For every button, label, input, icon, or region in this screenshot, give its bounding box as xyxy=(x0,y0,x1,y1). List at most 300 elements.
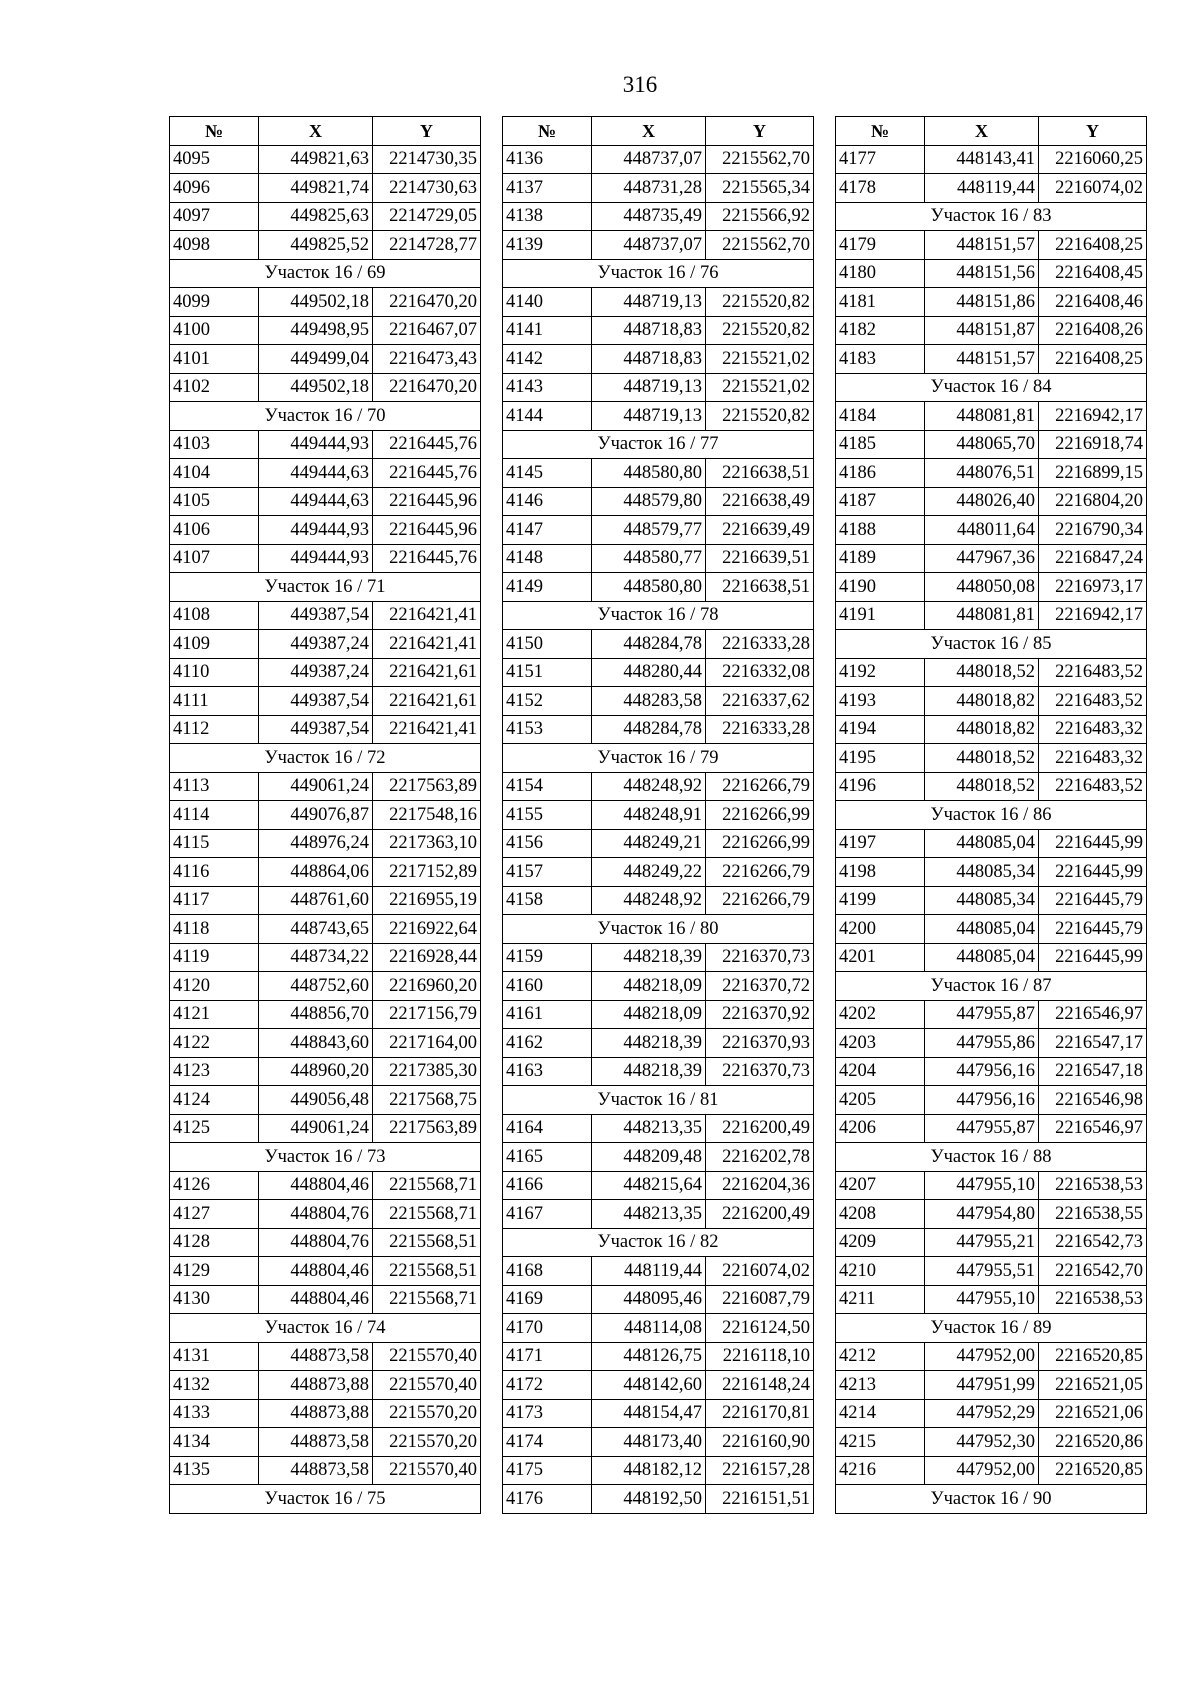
x-coordinate-cell: 448249,22 xyxy=(592,858,706,887)
table-row xyxy=(503,1342,814,1371)
table-row xyxy=(170,1456,481,1485)
x-coordinate-cell: 448284,78 xyxy=(592,715,706,744)
table-row xyxy=(836,316,1147,345)
table-row xyxy=(836,1029,1147,1058)
point-number-cell: 4113 xyxy=(170,772,259,801)
point-number-cell: 4133 xyxy=(170,1399,259,1428)
table-row xyxy=(503,943,814,972)
x-coordinate-cell: 448209,48 xyxy=(592,1143,706,1172)
point-number-cell: 4116 xyxy=(170,858,259,887)
table-row xyxy=(503,1029,814,1058)
section-title: Участок 16 / 76 xyxy=(503,259,814,288)
x-coordinate-cell: 448085,34 xyxy=(925,886,1039,915)
x-coordinate-cell: 448737,07 xyxy=(592,231,706,260)
table-row xyxy=(503,1143,814,1172)
x-coordinate-cell: 448873,58 xyxy=(259,1456,373,1485)
point-number-cell: 4098 xyxy=(170,231,259,260)
coordinate-table-1 xyxy=(169,116,481,1514)
column-header-number: № xyxy=(503,117,592,146)
x-coordinate-cell: 448213,35 xyxy=(592,1114,706,1143)
y-coordinate-cell: 2217152,89 xyxy=(373,858,481,887)
point-number-cell: 4197 xyxy=(836,829,925,858)
table-row xyxy=(170,972,481,1001)
x-coordinate-cell: 448018,82 xyxy=(925,687,1039,716)
x-coordinate-cell: 448718,83 xyxy=(592,345,706,374)
y-coordinate-cell: 2214729,05 xyxy=(373,202,481,231)
point-number-cell: 4180 xyxy=(836,259,925,288)
point-number-cell: 4213 xyxy=(836,1371,925,1400)
section-row xyxy=(170,259,481,288)
x-coordinate-cell: 448065,70 xyxy=(925,430,1039,459)
table-row xyxy=(170,288,481,317)
table-row xyxy=(503,402,814,431)
x-coordinate-cell: 448018,52 xyxy=(925,772,1039,801)
table-row xyxy=(836,858,1147,887)
point-number-cell: 4162 xyxy=(503,1029,592,1058)
table-row xyxy=(836,145,1147,174)
y-coordinate-cell: 2216520,86 xyxy=(1039,1428,1147,1457)
table-row xyxy=(503,1000,814,1029)
y-coordinate-cell: 2216074,02 xyxy=(1039,174,1147,203)
y-coordinate-cell: 2216445,99 xyxy=(1039,829,1147,858)
y-coordinate-cell: 2216266,79 xyxy=(706,858,814,887)
x-coordinate-cell: 448085,04 xyxy=(925,943,1039,972)
y-coordinate-cell: 2215568,71 xyxy=(373,1285,481,1314)
x-coordinate-cell: 448018,52 xyxy=(925,658,1039,687)
table-row xyxy=(503,145,814,174)
y-coordinate-cell: 2215568,51 xyxy=(373,1228,481,1257)
x-coordinate-cell: 449387,24 xyxy=(259,630,373,659)
section-title: Участок 16 / 81 xyxy=(503,1086,814,1115)
section-title: Участок 16 / 85 xyxy=(836,630,1147,659)
y-coordinate-cell: 2216157,28 xyxy=(706,1456,814,1485)
table-row xyxy=(170,858,481,887)
x-coordinate-cell: 449825,52 xyxy=(259,231,373,260)
point-number-cell: 4140 xyxy=(503,288,592,317)
point-number-cell: 4178 xyxy=(836,174,925,203)
y-coordinate-cell: 2216445,79 xyxy=(1039,886,1147,915)
point-number-cell: 4137 xyxy=(503,174,592,203)
x-coordinate-cell: 449056,48 xyxy=(259,1086,373,1115)
y-coordinate-cell: 2215568,51 xyxy=(373,1257,481,1286)
y-coordinate-cell: 2216960,20 xyxy=(373,972,481,1001)
x-coordinate-cell: 448804,76 xyxy=(259,1200,373,1229)
y-coordinate-cell: 2215520,82 xyxy=(706,288,814,317)
point-number-cell: 4108 xyxy=(170,601,259,630)
y-coordinate-cell: 2216467,07 xyxy=(373,316,481,345)
y-coordinate-cell: 2216483,32 xyxy=(1039,715,1147,744)
point-number-cell: 4183 xyxy=(836,345,925,374)
point-number-cell: 4121 xyxy=(170,1000,259,1029)
point-number-cell: 4159 xyxy=(503,943,592,972)
section-title: Участок 16 / 82 xyxy=(503,1228,814,1257)
point-number-cell: 4148 xyxy=(503,544,592,573)
point-number-cell: 4154 xyxy=(503,772,592,801)
x-coordinate-cell: 449444,93 xyxy=(259,430,373,459)
table-row xyxy=(503,972,814,1001)
y-coordinate-cell: 2216804,20 xyxy=(1039,487,1147,516)
y-coordinate-cell: 2216473,43 xyxy=(373,345,481,374)
x-coordinate-cell: 448804,76 xyxy=(259,1228,373,1257)
x-coordinate-cell: 448580,80 xyxy=(592,573,706,602)
x-coordinate-cell: 448182,12 xyxy=(592,1456,706,1485)
y-coordinate-cell: 2216445,76 xyxy=(373,544,481,573)
column-header-x: X xyxy=(259,117,373,146)
table-row xyxy=(503,1399,814,1428)
table-row xyxy=(170,1057,481,1086)
x-coordinate-cell: 448719,13 xyxy=(592,402,706,431)
y-coordinate-cell: 2217568,75 xyxy=(373,1086,481,1115)
section-row xyxy=(170,1314,481,1343)
section-title: Участок 16 / 72 xyxy=(170,744,481,773)
point-number-cell: 4115 xyxy=(170,829,259,858)
table-row xyxy=(836,601,1147,630)
point-number-cell: 4099 xyxy=(170,288,259,317)
y-coordinate-cell: 2216445,99 xyxy=(1039,943,1147,972)
y-coordinate-cell: 2216118,10 xyxy=(706,1342,814,1371)
x-coordinate-cell: 448026,40 xyxy=(925,487,1039,516)
point-number-cell: 4177 xyxy=(836,145,925,174)
section-title: Участок 16 / 86 xyxy=(836,801,1147,830)
section-title: Участок 16 / 73 xyxy=(170,1143,481,1172)
y-coordinate-cell: 2216638,51 xyxy=(706,459,814,488)
point-number-cell: 4119 xyxy=(170,943,259,972)
y-coordinate-cell: 2215570,20 xyxy=(373,1399,481,1428)
point-number-cell: 4160 xyxy=(503,972,592,1001)
y-coordinate-cell: 2216421,41 xyxy=(373,715,481,744)
point-number-cell: 4097 xyxy=(170,202,259,231)
point-number-cell: 4212 xyxy=(836,1342,925,1371)
x-coordinate-cell: 448248,91 xyxy=(592,801,706,830)
y-coordinate-cell: 2216942,17 xyxy=(1039,402,1147,431)
x-coordinate-cell: 448018,52 xyxy=(925,744,1039,773)
table-row xyxy=(170,1371,481,1400)
x-coordinate-cell: 448719,13 xyxy=(592,373,706,402)
table-row xyxy=(503,1428,814,1457)
table-row xyxy=(170,772,481,801)
point-number-cell: 4146 xyxy=(503,487,592,516)
y-coordinate-cell: 2216520,85 xyxy=(1039,1342,1147,1371)
x-coordinate-cell: 448719,13 xyxy=(592,288,706,317)
table-row xyxy=(836,1200,1147,1229)
point-number-cell: 4103 xyxy=(170,430,259,459)
x-coordinate-cell: 448752,60 xyxy=(259,972,373,1001)
table-row xyxy=(836,658,1147,687)
point-number-cell: 4155 xyxy=(503,801,592,830)
table-row xyxy=(170,487,481,516)
x-coordinate-cell: 448737,07 xyxy=(592,145,706,174)
point-number-cell: 4201 xyxy=(836,943,925,972)
section-row xyxy=(170,1143,481,1172)
y-coordinate-cell: 2215562,70 xyxy=(706,145,814,174)
table-row xyxy=(836,231,1147,260)
table-row xyxy=(503,1485,814,1514)
x-coordinate-cell: 448761,60 xyxy=(259,886,373,915)
point-number-cell: 4176 xyxy=(503,1485,592,1514)
section-row xyxy=(836,1314,1147,1343)
table-row xyxy=(836,430,1147,459)
table-row xyxy=(836,1171,1147,1200)
y-coordinate-cell: 2216483,32 xyxy=(1039,744,1147,773)
section-title: Участок 16 / 70 xyxy=(170,402,481,431)
section-title: Участок 16 / 77 xyxy=(503,430,814,459)
x-coordinate-cell: 449387,54 xyxy=(259,601,373,630)
table-row xyxy=(170,345,481,374)
point-number-cell: 4095 xyxy=(170,145,259,174)
y-coordinate-cell: 2216546,98 xyxy=(1039,1086,1147,1115)
table-row xyxy=(503,658,814,687)
y-coordinate-cell: 2216639,51 xyxy=(706,544,814,573)
x-coordinate-cell: 449825,63 xyxy=(259,202,373,231)
x-coordinate-cell: 448873,58 xyxy=(259,1342,373,1371)
table-row xyxy=(170,801,481,830)
column-header-y: Y xyxy=(373,117,481,146)
y-coordinate-cell: 2216542,70 xyxy=(1039,1257,1147,1286)
point-number-cell: 4145 xyxy=(503,459,592,488)
y-coordinate-cell: 2217563,89 xyxy=(373,772,481,801)
table-row xyxy=(836,915,1147,944)
table-row xyxy=(170,1342,481,1371)
x-coordinate-cell: 448280,44 xyxy=(592,658,706,687)
table-row xyxy=(836,1285,1147,1314)
section-title: Участок 16 / 71 xyxy=(170,573,481,602)
table-row xyxy=(503,202,814,231)
x-coordinate-cell: 449387,54 xyxy=(259,687,373,716)
x-coordinate-cell: 447955,10 xyxy=(925,1285,1039,1314)
table-row xyxy=(170,1171,481,1200)
x-coordinate-cell: 448151,87 xyxy=(925,316,1039,345)
table-row xyxy=(836,459,1147,488)
y-coordinate-cell: 2215568,71 xyxy=(373,1171,481,1200)
y-coordinate-cell: 2215570,40 xyxy=(373,1371,481,1400)
y-coordinate-cell: 2216200,49 xyxy=(706,1200,814,1229)
section-row xyxy=(836,1143,1147,1172)
point-number-cell: 4185 xyxy=(836,430,925,459)
point-number-cell: 4210 xyxy=(836,1257,925,1286)
section-row xyxy=(503,259,814,288)
y-coordinate-cell: 2216546,97 xyxy=(1039,1000,1147,1029)
section-row xyxy=(503,430,814,459)
point-number-cell: 4164 xyxy=(503,1114,592,1143)
point-number-cell: 4141 xyxy=(503,316,592,345)
table-row xyxy=(836,544,1147,573)
x-coordinate-cell: 447955,86 xyxy=(925,1029,1039,1058)
y-coordinate-cell: 2216521,05 xyxy=(1039,1371,1147,1400)
table-row xyxy=(170,459,481,488)
x-coordinate-cell: 447956,16 xyxy=(925,1057,1039,1086)
point-number-cell: 4144 xyxy=(503,402,592,431)
table-row xyxy=(170,1428,481,1457)
x-coordinate-cell: 447952,29 xyxy=(925,1399,1039,1428)
table-row xyxy=(836,1086,1147,1115)
point-number-cell: 4206 xyxy=(836,1114,925,1143)
y-coordinate-cell: 2216074,02 xyxy=(706,1257,814,1286)
y-coordinate-cell: 2216521,06 xyxy=(1039,1399,1147,1428)
x-coordinate-cell: 448095,46 xyxy=(592,1285,706,1314)
table-row xyxy=(836,715,1147,744)
table-row xyxy=(503,1114,814,1143)
y-coordinate-cell: 2216538,55 xyxy=(1039,1200,1147,1229)
table-row xyxy=(170,174,481,203)
y-coordinate-cell: 2216638,51 xyxy=(706,573,814,602)
point-number-cell: 4153 xyxy=(503,715,592,744)
section-row xyxy=(503,744,814,773)
point-number-cell: 4096 xyxy=(170,174,259,203)
x-coordinate-cell: 448218,39 xyxy=(592,1057,706,1086)
x-coordinate-cell: 447967,36 xyxy=(925,544,1039,573)
x-coordinate-cell: 449444,63 xyxy=(259,459,373,488)
point-number-cell: 4101 xyxy=(170,345,259,374)
point-number-cell: 4143 xyxy=(503,373,592,402)
point-number-cell: 4105 xyxy=(170,487,259,516)
table-row xyxy=(503,687,814,716)
x-coordinate-cell: 448081,81 xyxy=(925,402,1039,431)
y-coordinate-cell: 2214728,77 xyxy=(373,231,481,260)
x-coordinate-cell: 448734,22 xyxy=(259,943,373,972)
y-coordinate-cell: 2216337,62 xyxy=(706,687,814,716)
point-number-cell: 4214 xyxy=(836,1399,925,1428)
section-row xyxy=(836,1485,1147,1514)
y-coordinate-cell: 2216547,17 xyxy=(1039,1029,1147,1058)
y-coordinate-cell: 2215566,92 xyxy=(706,202,814,231)
table-row xyxy=(170,658,481,687)
x-coordinate-cell: 448873,88 xyxy=(259,1399,373,1428)
x-coordinate-cell: 447952,00 xyxy=(925,1342,1039,1371)
y-coordinate-cell: 2216918,74 xyxy=(1039,430,1147,459)
column-header-x: X xyxy=(592,117,706,146)
point-number-cell: 4106 xyxy=(170,516,259,545)
table-row xyxy=(836,1428,1147,1457)
table-row xyxy=(503,573,814,602)
y-coordinate-cell: 2217363,10 xyxy=(373,829,481,858)
y-coordinate-cell: 2216445,79 xyxy=(1039,915,1147,944)
x-coordinate-cell: 447956,16 xyxy=(925,1086,1039,1115)
point-number-cell: 4181 xyxy=(836,288,925,317)
x-coordinate-cell: 448218,09 xyxy=(592,972,706,1001)
y-coordinate-cell: 2215520,82 xyxy=(706,316,814,345)
y-coordinate-cell: 2216942,17 xyxy=(1039,601,1147,630)
table-row xyxy=(503,459,814,488)
x-coordinate-cell: 449061,24 xyxy=(259,772,373,801)
point-number-cell: 4128 xyxy=(170,1228,259,1257)
column-header-y: Y xyxy=(706,117,814,146)
y-coordinate-cell: 2216124,50 xyxy=(706,1314,814,1343)
y-coordinate-cell: 2216266,79 xyxy=(706,772,814,801)
point-number-cell: 4191 xyxy=(836,601,925,630)
point-number-cell: 4104 xyxy=(170,459,259,488)
x-coordinate-cell: 449498,95 xyxy=(259,316,373,345)
x-coordinate-cell: 448142,60 xyxy=(592,1371,706,1400)
x-coordinate-cell: 448085,04 xyxy=(925,915,1039,944)
x-coordinate-cell: 448743,65 xyxy=(259,915,373,944)
table-row xyxy=(836,829,1147,858)
x-coordinate-cell: 448864,06 xyxy=(259,858,373,887)
table-row xyxy=(503,288,814,317)
point-number-cell: 4186 xyxy=(836,459,925,488)
x-coordinate-cell: 448218,39 xyxy=(592,1029,706,1058)
table-row xyxy=(836,772,1147,801)
x-coordinate-cell: 448873,58 xyxy=(259,1428,373,1457)
point-number-cell: 4192 xyxy=(836,658,925,687)
point-number-cell: 4172 xyxy=(503,1371,592,1400)
y-coordinate-cell: 2216483,52 xyxy=(1039,772,1147,801)
point-number-cell: 4209 xyxy=(836,1228,925,1257)
column-header-x: X xyxy=(925,117,1039,146)
section-row xyxy=(170,1485,481,1514)
table-row xyxy=(503,772,814,801)
x-coordinate-cell: 448249,21 xyxy=(592,829,706,858)
table-row xyxy=(503,1257,814,1286)
table-row xyxy=(836,1114,1147,1143)
table-row xyxy=(170,231,481,260)
table-row xyxy=(170,943,481,972)
section-row xyxy=(503,1086,814,1115)
x-coordinate-cell: 448173,40 xyxy=(592,1428,706,1457)
y-coordinate-cell: 2215570,40 xyxy=(373,1342,481,1371)
point-number-cell: 4207 xyxy=(836,1171,925,1200)
x-coordinate-cell: 448151,57 xyxy=(925,345,1039,374)
y-coordinate-cell: 2216483,52 xyxy=(1039,687,1147,716)
point-number-cell: 4170 xyxy=(503,1314,592,1343)
point-number-cell: 4120 xyxy=(170,972,259,1001)
x-coordinate-cell: 448213,35 xyxy=(592,1200,706,1229)
point-number-cell: 4174 xyxy=(503,1428,592,1457)
point-number-cell: 4158 xyxy=(503,886,592,915)
table-row xyxy=(503,487,814,516)
y-coordinate-cell: 2217563,89 xyxy=(373,1114,481,1143)
table-row xyxy=(170,430,481,459)
y-coordinate-cell: 2216333,28 xyxy=(706,715,814,744)
point-number-cell: 4163 xyxy=(503,1057,592,1086)
table-row xyxy=(836,516,1147,545)
y-coordinate-cell: 2216370,73 xyxy=(706,943,814,972)
section-row xyxy=(836,202,1147,231)
point-number-cell: 4123 xyxy=(170,1057,259,1086)
column-header-y: Y xyxy=(1039,117,1147,146)
point-number-cell: 4171 xyxy=(503,1342,592,1371)
point-number-cell: 4196 xyxy=(836,772,925,801)
section-title: Участок 16 / 89 xyxy=(836,1314,1147,1343)
y-coordinate-cell: 2216200,49 xyxy=(706,1114,814,1143)
y-coordinate-cell: 2216421,41 xyxy=(373,630,481,659)
table-row xyxy=(170,1228,481,1257)
point-number-cell: 4203 xyxy=(836,1029,925,1058)
table-row xyxy=(836,402,1147,431)
table-row xyxy=(836,345,1147,374)
y-coordinate-cell: 2216170,81 xyxy=(706,1399,814,1428)
table-row xyxy=(170,630,481,659)
section-title: Участок 16 / 78 xyxy=(503,601,814,630)
point-number-cell: 4200 xyxy=(836,915,925,944)
point-number-cell: 4114 xyxy=(170,801,259,830)
table-row xyxy=(503,544,814,573)
x-coordinate-cell: 448085,34 xyxy=(925,858,1039,887)
table-row xyxy=(503,715,814,744)
y-coordinate-cell: 2216483,52 xyxy=(1039,658,1147,687)
y-coordinate-cell: 2216445,76 xyxy=(373,459,481,488)
y-coordinate-cell: 2216547,18 xyxy=(1039,1057,1147,1086)
x-coordinate-cell: 448804,46 xyxy=(259,1285,373,1314)
point-number-cell: 4173 xyxy=(503,1399,592,1428)
x-coordinate-cell: 448126,75 xyxy=(592,1342,706,1371)
table-row xyxy=(836,1342,1147,1371)
table-row xyxy=(503,1057,814,1086)
table-row xyxy=(836,573,1147,602)
x-coordinate-cell: 449444,93 xyxy=(259,544,373,573)
point-number-cell: 4107 xyxy=(170,544,259,573)
point-number-cell: 4112 xyxy=(170,715,259,744)
y-coordinate-cell: 2215562,70 xyxy=(706,231,814,260)
